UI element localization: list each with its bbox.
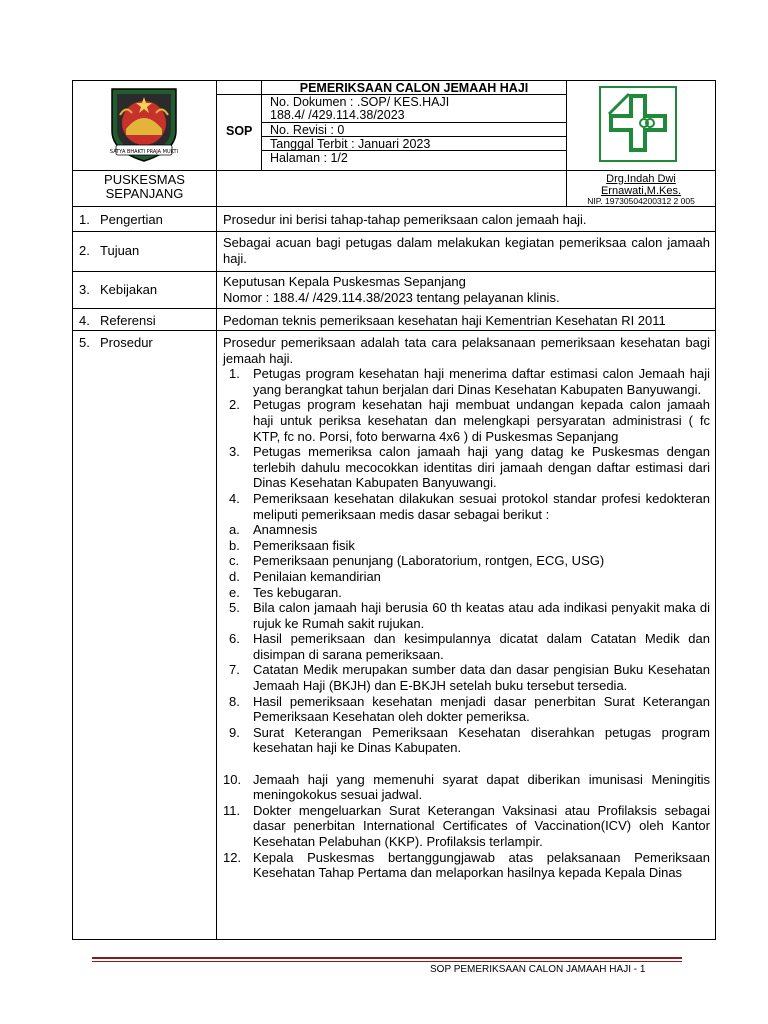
substep-item: a. Anamnesis: [229, 522, 318, 538]
step-item: 11. Dokter mengeluarkan Surat Keterangan Vaksinasi atau Profilaksis sebagai dasar penerbitan International Certificates of Vaccination(ICV) oleh Kantor Kesehatan Pelabuhan (KKP). Profilaksis terlampir.: [223, 802, 710, 849]
prosedur-steps-continued: [223, 772, 710, 881]
no-revisi: No. Revisi : 0: [270, 123, 345, 137]
signer-name-line2: Ernawati,M.Kes.: [600, 185, 682, 197]
step-item: 2. Petugas program kesehatan haji membuat undangan kepada calon jamaah haji untuk periksa kesehatan dan melengkapi persyaratan administrasi ( fc KTP, fc no. Porsi, foto berwarna 4x6 ) di Puskesmas Sepanjang: [229, 397, 710, 444]
org-name-line2: SEPANJANG: [105, 186, 184, 201]
pemeriksaan-substeps: [229, 522, 710, 600]
org-name-line1: PUSKESMAS: [104, 172, 185, 187]
prosedur-intro: Prosedur pemeriksaan adalah tata cara pelaksanaan pemeriksaan kesehatan bagi jemaah haji.: [223, 335, 710, 366]
step-item: 5. Bila calon jamaah haji berusia 60 th keatas atau ada indikasi penyakit maka di rujuk ke Rumah sakit rujukan.: [229, 600, 710, 631]
step-item: 7. Catatan Medik merupakan sumber data dan dasar pengisian Buku Kesehatan Jemaah Haji (BKJH) dan E-BKJH setelah buku tersebut tersedia.: [229, 662, 710, 694]
step-item: 6. Hasil pemeriksaan dan kesimpulannya dicatat dalam Catatan Medik dan disimpan di sarana pemeriksaan.: [229, 631, 710, 662]
no-dokumen-line2: 188.4/ /429.114.38/2023: [270, 108, 405, 122]
prosedur-steps: [223, 366, 710, 756]
substep-item: d. Penilaian kemandirian: [229, 568, 381, 584]
step-item: 8. Hasil pemeriksaan kesehatan menjadi dasar penerbitan Surat Keterangan Pemeriksaan Kesehatan oleh dokter pemeriksa.: [229, 693, 710, 725]
kebijakan-line2: Nomor : 188.4/ /429.114.38/2023 tentang pelayanan klinis.: [223, 289, 560, 305]
footer-rule: [92, 957, 682, 959]
substep-item: e. Tes kebugaran.: [229, 584, 342, 600]
no-dokumen-line1: No. Dokumen : .SOP/ KES.HAJI: [270, 95, 450, 109]
halaman: Halaman : 1/2: [270, 151, 348, 165]
sop-body-table: 1. Pengertian Prosedur ini berisi tahap-tahap pemeriksaan calon jemaah haji. 2. Tujuan Sebagai acuan bagi petugas dalam melakukan kegiatan pemeriksaa calon jamaah haji. 3. Kebijakan Keputusan Kepala Puskesmas Sepanjang Nomor : 188.4/ /429.114.38/2023 tentang pelayanan klinis. 4. Referensi Pedoman teknis pemeriksaan kesehatan haji Kementrian Kesehatan RI 2011 5. Prosedur Prosedur pemeriksaan adalah tata cara pelaksanaan pemeriksaan kesehatan bagi jemaah haji. 1. Petugas program kesehatan haji menerima daftar estimasi calon Jemaah haji yang berangkat tahun berjalan dari Dinas Kesehatan Kabupaten Banyuwangi. 2. Petugas program kesehatan haji membuat undangan kepada calon jamaah haji untuk periksa kesehatan dan melengkapi persyaratan administrasi ( fc KTP, fc no. Porsi, foto berwarna 4x6 ) di Puskesmas Sepanjang 3. Petugas memeriksa calon jamaah haji yang datag ke Puskesmas dengan terlebih dahulu mecocokkan identitas diri jamaah dengan daftar estimasi dari Dinas Kesehatan Kabupaten Banyuwangi. 4. Pemeriksaan kesehatan dilakukan sesuai protokol standar profesi kedokteran meliputi pemeriksaan medis dasar sebagai berikut : a. Anamnesis b. Pemeriksaan fisik c. Pemeriksaan penunjang (Laboratorium, rontgen, ECG, USG) d. Penilaian kemandirian e. Tes kebugaran. 5. Bila calon jamaah haji berusia 60 th keatas atau ada indikasi penyakit maka di rujuk ke Rumah sakit rujukan. 6. Hasil pemeriksaan dan kesimpulannya dicatat dalam Catatan Medik dan disimpan di sarana pemeriksaan. 7. Catatan Medik merupakan sumber data dan dasar pengisian Buku Kesehatan Jemaah Haji (BKJH) dan E-BKJH setelah buku tersebut tersedia. 8. Hasil pemeriksaan kesehatan menjadi dasar penerbitan Surat Keterangan Pemeriksaan Kesehatan oleh dokter pemeriksa. 9. Surat Keterangan Pemeriksaan Kesehatan diserahkan petugas program kesehatan haji ke Dinas Kabupaten. 10. Jemaah haji yang memenuhi syarat dapat diberikan imunisasi Meningitis meningokokus sesuai jadwal. 11. Dokter mengeluarkan Surat Keterangan Vaksinasi atau Profilaksis sebagai dasar penerbitan International Certificates of Vaccination(ICV) oleh Kantor Kesehatan Pelabuhan (KKP). Profilaksis terlampir. 12. Kepala Puskesmas bertanggungjawab atas pelaksanaan Pemeriksaan Kesehatan Tahap Pertama dan melaporkan hasilnya kepada Kepala Dinas: [72, 206, 716, 940]
regency-seal-logo: [106, 85, 182, 165]
footer-rule-thin: [92, 961, 682, 962]
signer-nip: NIP. 19730504200312 2 005: [587, 196, 695, 206]
step-item: 4. Pemeriksaan kesehatan dilakukan sesuai protokol standar profesi kedokteran meliputi pemeriksaan medis dasar sebagai berikut : a. Anamnesis b. Pemeriksaan fisik c. Pemeriksaan penunjang (Laboratorium, rontgen, ECG, USG) d. Penilaian kemandirian e. Tes kebugaran.: [229, 490, 710, 600]
header-table: [72, 80, 716, 207]
sop-label: SOP: [226, 124, 253, 138]
signer-name-line1: Drg.Indah Dwi: [606, 173, 676, 185]
section-kebijakan-text: [223, 274, 710, 305]
tanggal-terbit: Tanggal Terbit : Januari 2023: [270, 137, 431, 151]
step-item: 1. Petugas program kesehatan haji menerima daftar estimasi calon Jemaah haji yang berangkat tahun berjalan dari Dinas Kesehatan Kabupaten Banyuwangi.: [229, 366, 710, 397]
section-prosedur-content: [223, 335, 710, 881]
substep-item: c. Pemeriksaan penunjang (Laboratorium, rontgen, ECG, USG): [229, 553, 605, 569]
step-item: 12. Kepala Puskesmas bertanggungjawab atas pelaksanaan Pemeriksaan Kesehatan Tahap Pertama dan melaporkan hasilnya kepada Kepala Dinas: [223, 849, 710, 881]
document-title: PEMERIKSAAN CALON JEMAAH HAJI: [299, 81, 529, 95]
step-item: 10. Jemaah haji yang memenuhi syarat dapat diberikan imunisasi Meningitis meningokokus sesuai jadwal.: [223, 771, 710, 803]
section-tujuan-text: Sebagai acuan bagi petugas dalam melakukan kegiatan pemeriksaa calon jamaah haji.: [223, 235, 710, 266]
step-item: 3. Petugas memeriksa calon jamaah haji yang datag ke Puskesmas dengan terlebih dahulu mecocokkan identitas diri jamaah dengan daftar estimasi dari Dinas Kesehatan Kabupaten Banyuwangi.: [229, 444, 710, 491]
step-item: 9. Surat Keterangan Pemeriksaan Kesehatan diserahkan petugas program kesehatan haji ke Dinas Kabupaten.: [229, 724, 710, 756]
section-pengertian-text: Prosedur ini berisi tahap-tahap pemeriksaan calon jemaah haji.: [223, 212, 587, 227]
footer-text: SOP PEMERIKSAAN CALON JAMAAH HAJI - 1: [430, 964, 646, 975]
svg-text:SATYA BHAKTI PRAJA MUKTI: SATYA BHAKTI PRAJA MUKTI: [109, 149, 179, 155]
kebijakan-line1: Keputusan Kepala Puskesmas Sepanjang: [223, 274, 466, 289]
puskesmas-logo: [599, 86, 677, 162]
section-referensi-text: Pedoman teknis pemeriksaan kesehatan haji Kementrian Kesehatan RI 2011: [223, 313, 666, 328]
substep-item: b. Pemeriksaan fisik: [229, 537, 355, 553]
